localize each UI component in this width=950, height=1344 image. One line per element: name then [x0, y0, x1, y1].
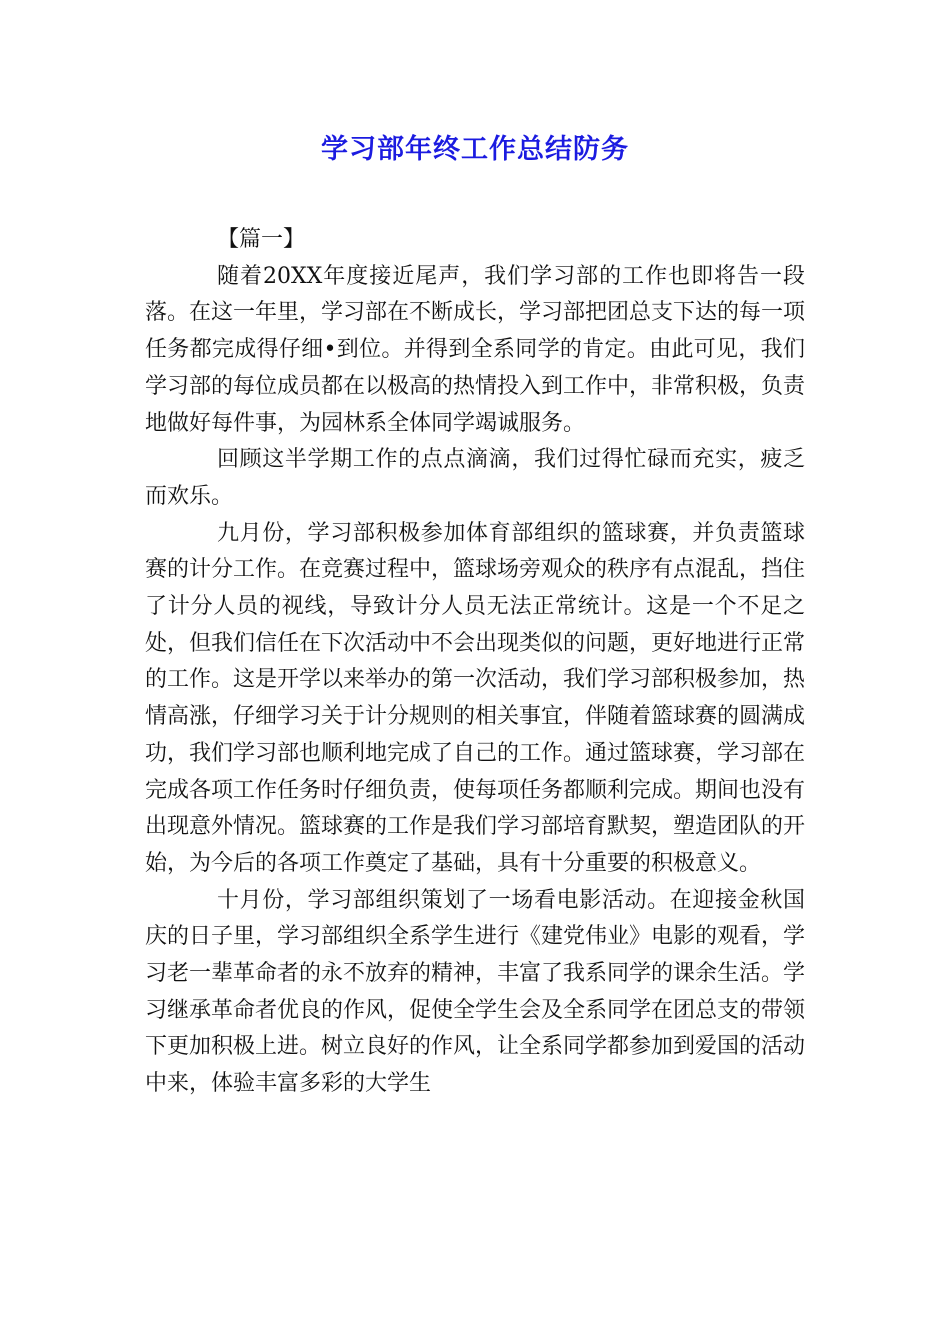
paragraph-2: 回顾这半学期工作的点点滴滴，我们过得忙碌而充实，疲乏而欢乐。	[145, 447, 805, 509]
document-body	[145, 222, 805, 1103]
paragraph-1: 随着20XX年度接近尾声，我们学习部的工作也即将告一段落。在这一年里，学习部在不断成长，学习部把团总支下达的每一项任务都完成得仔细•到位。并得到全系同学的肯定。由此可见，我们学习部的每位成员都在以极高的热情投入到工作中，非常积极，负责地做好每件事，为园林系全体同学竭诚服务。	[145, 263, 806, 436]
section-label: 【篇一】	[217, 227, 306, 252]
document-title: 学习部年终工作总结防务	[321, 134, 629, 165]
paragraph-4: 十月份，学习部组织策划了一场看电影活动。在迎接金秋国庆的日子里，学习部组织全系学生进行《建党伟业》电影的观看，学习老一辈革命者的永不放弃的精神，丰富了我系同学的课余生活。学习继承革命者优良的作风，促使全学生会及全系同学在团总支的带领下更加积极上进。树立良好的作风，让全系同学都参加到爱国的活动中来，体验丰富多彩的大学生	[145, 887, 806, 1097]
paragraph-3: 九月份，学习部积极参加体育部组织的篮球赛，并负责篮球赛的计分工作。在竞赛过程中，篮球场旁观众的秩序有点混乱，挡住了计分人员的视线，导致计分人员无法正常统计。这是一个不足之处，但我们信任在下次活动中不会出现类似的问题，更好地进行正常的工作。这是开学以来举办的第一次活动，我们学习部积极参加，热情高涨，仔细学习关于计分规则的相关事宜，伴随着篮球赛的圆满成功，我们学习部也顺利地完成了自己的工作。通过篮球赛，学习部在完成各项工作任务时仔细负责，使每项任务都顺利完成。期间也没有出现意外情况。篮球赛的工作是我们学习部培育默契，塑造团队的开始，为今后的各项工作奠定了基础，具有十分重要的积极意义。	[145, 520, 806, 876]
